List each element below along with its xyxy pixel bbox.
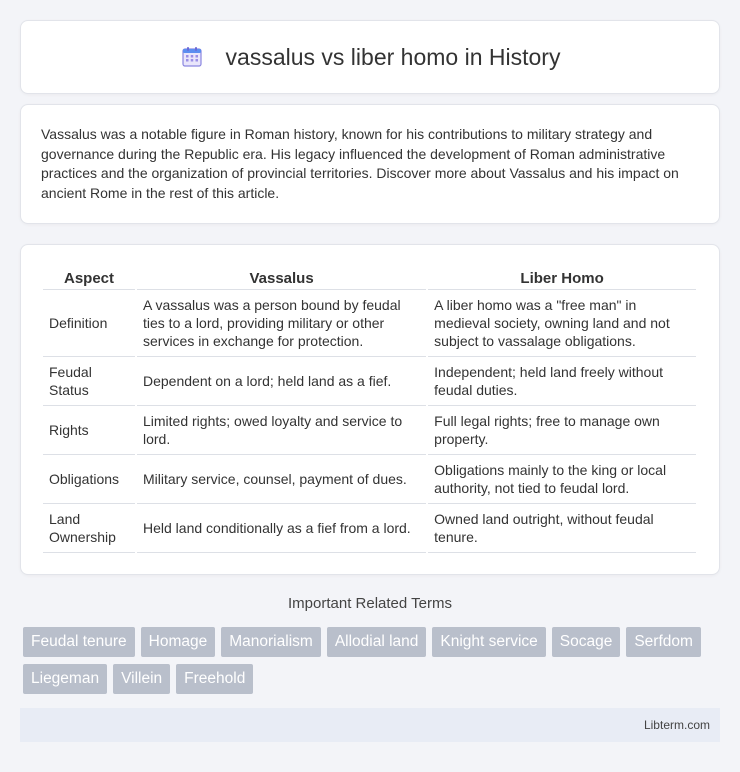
aspect-cell: Land Ownership	[43, 504, 135, 553]
aspect-cell: Feudal Status	[43, 357, 135, 406]
comparison-card	[20, 244, 720, 575]
aspect-cell: Definition	[43, 290, 135, 357]
table-row	[43, 455, 696, 504]
column-header: Liber Homo	[428, 265, 696, 290]
table-row	[43, 406, 696, 455]
vassalus-cell: Military service, counsel, payment of dues.	[137, 455, 426, 504]
related-terms-list	[23, 627, 723, 694]
liber-homo-cell: Full legal rights; free to manage own property.	[428, 406, 696, 455]
aspect-cell: Obligations	[43, 455, 135, 504]
related-term-tag[interactable]: Manorialism	[221, 627, 321, 657]
title-card	[20, 20, 720, 94]
table-row	[43, 504, 696, 553]
vassalus-cell: Held land conditionally as a fief from a lord.	[137, 504, 426, 553]
liber-homo-cell: Independent; held land freely without feudal duties.	[428, 357, 696, 406]
liber-homo-cell: A liber homo was a "free man" in medieval society, owning land and not subject to vassalage obligations.	[428, 290, 696, 357]
intro-card	[20, 104, 720, 224]
table-header-row	[43, 265, 696, 290]
related-term-tag[interactable]: Knight service	[432, 627, 545, 657]
related-term-tag[interactable]: Villein	[113, 664, 170, 694]
liber-homo-cell: Obligations mainly to the king or local authority, not tied to feudal lord.	[428, 455, 696, 504]
calendar-icon	[180, 45, 204, 69]
vassalus-cell: Dependent on a lord; held land as a fief.	[137, 357, 426, 406]
related-term-tag[interactable]: Freehold	[176, 664, 253, 694]
related-term-tag[interactable]: Serfdom	[626, 627, 701, 657]
vassalus-cell: A vassalus was a person bound by feudal ties to a lord, providing military or other services in exchange for protection.	[137, 290, 426, 357]
related-term-tag[interactable]: Socage	[552, 627, 621, 657]
aspect-cell: Rights	[43, 406, 135, 455]
footer	[20, 708, 720, 742]
related-term-tag[interactable]: Allodial land	[327, 627, 427, 657]
vassalus-cell: Limited rights; owed loyalty and service to lord.	[137, 406, 426, 455]
related-term-tag[interactable]: Feudal tenure	[23, 627, 135, 657]
column-header: Vassalus	[137, 265, 426, 290]
related-term-tag[interactable]: Homage	[141, 627, 216, 657]
footer-site[interactable]: Libterm.com	[643, 718, 710, 732]
liber-homo-cell: Owned land outright, without feudal tenure.	[428, 504, 696, 553]
table-row	[43, 290, 696, 357]
table-row	[43, 357, 696, 406]
column-header: Aspect	[43, 265, 135, 290]
page-title: vassalus vs liber homo in History	[225, 43, 561, 70]
comparison-table	[41, 265, 698, 553]
related-term-tag[interactable]: Liegeman	[23, 664, 107, 694]
related-terms-title: Important Related Terms	[288, 595, 452, 612]
intro-text: Vassalus was a notable figure in Roman history, known for his contributions to military strategy and governance during the Republic era. His legacy influenced the development of Roman administrative practices and the organization of provincial territories. Discover more about Vassalus and his impact on ancient Rome in the rest of this article.	[41, 126, 679, 201]
